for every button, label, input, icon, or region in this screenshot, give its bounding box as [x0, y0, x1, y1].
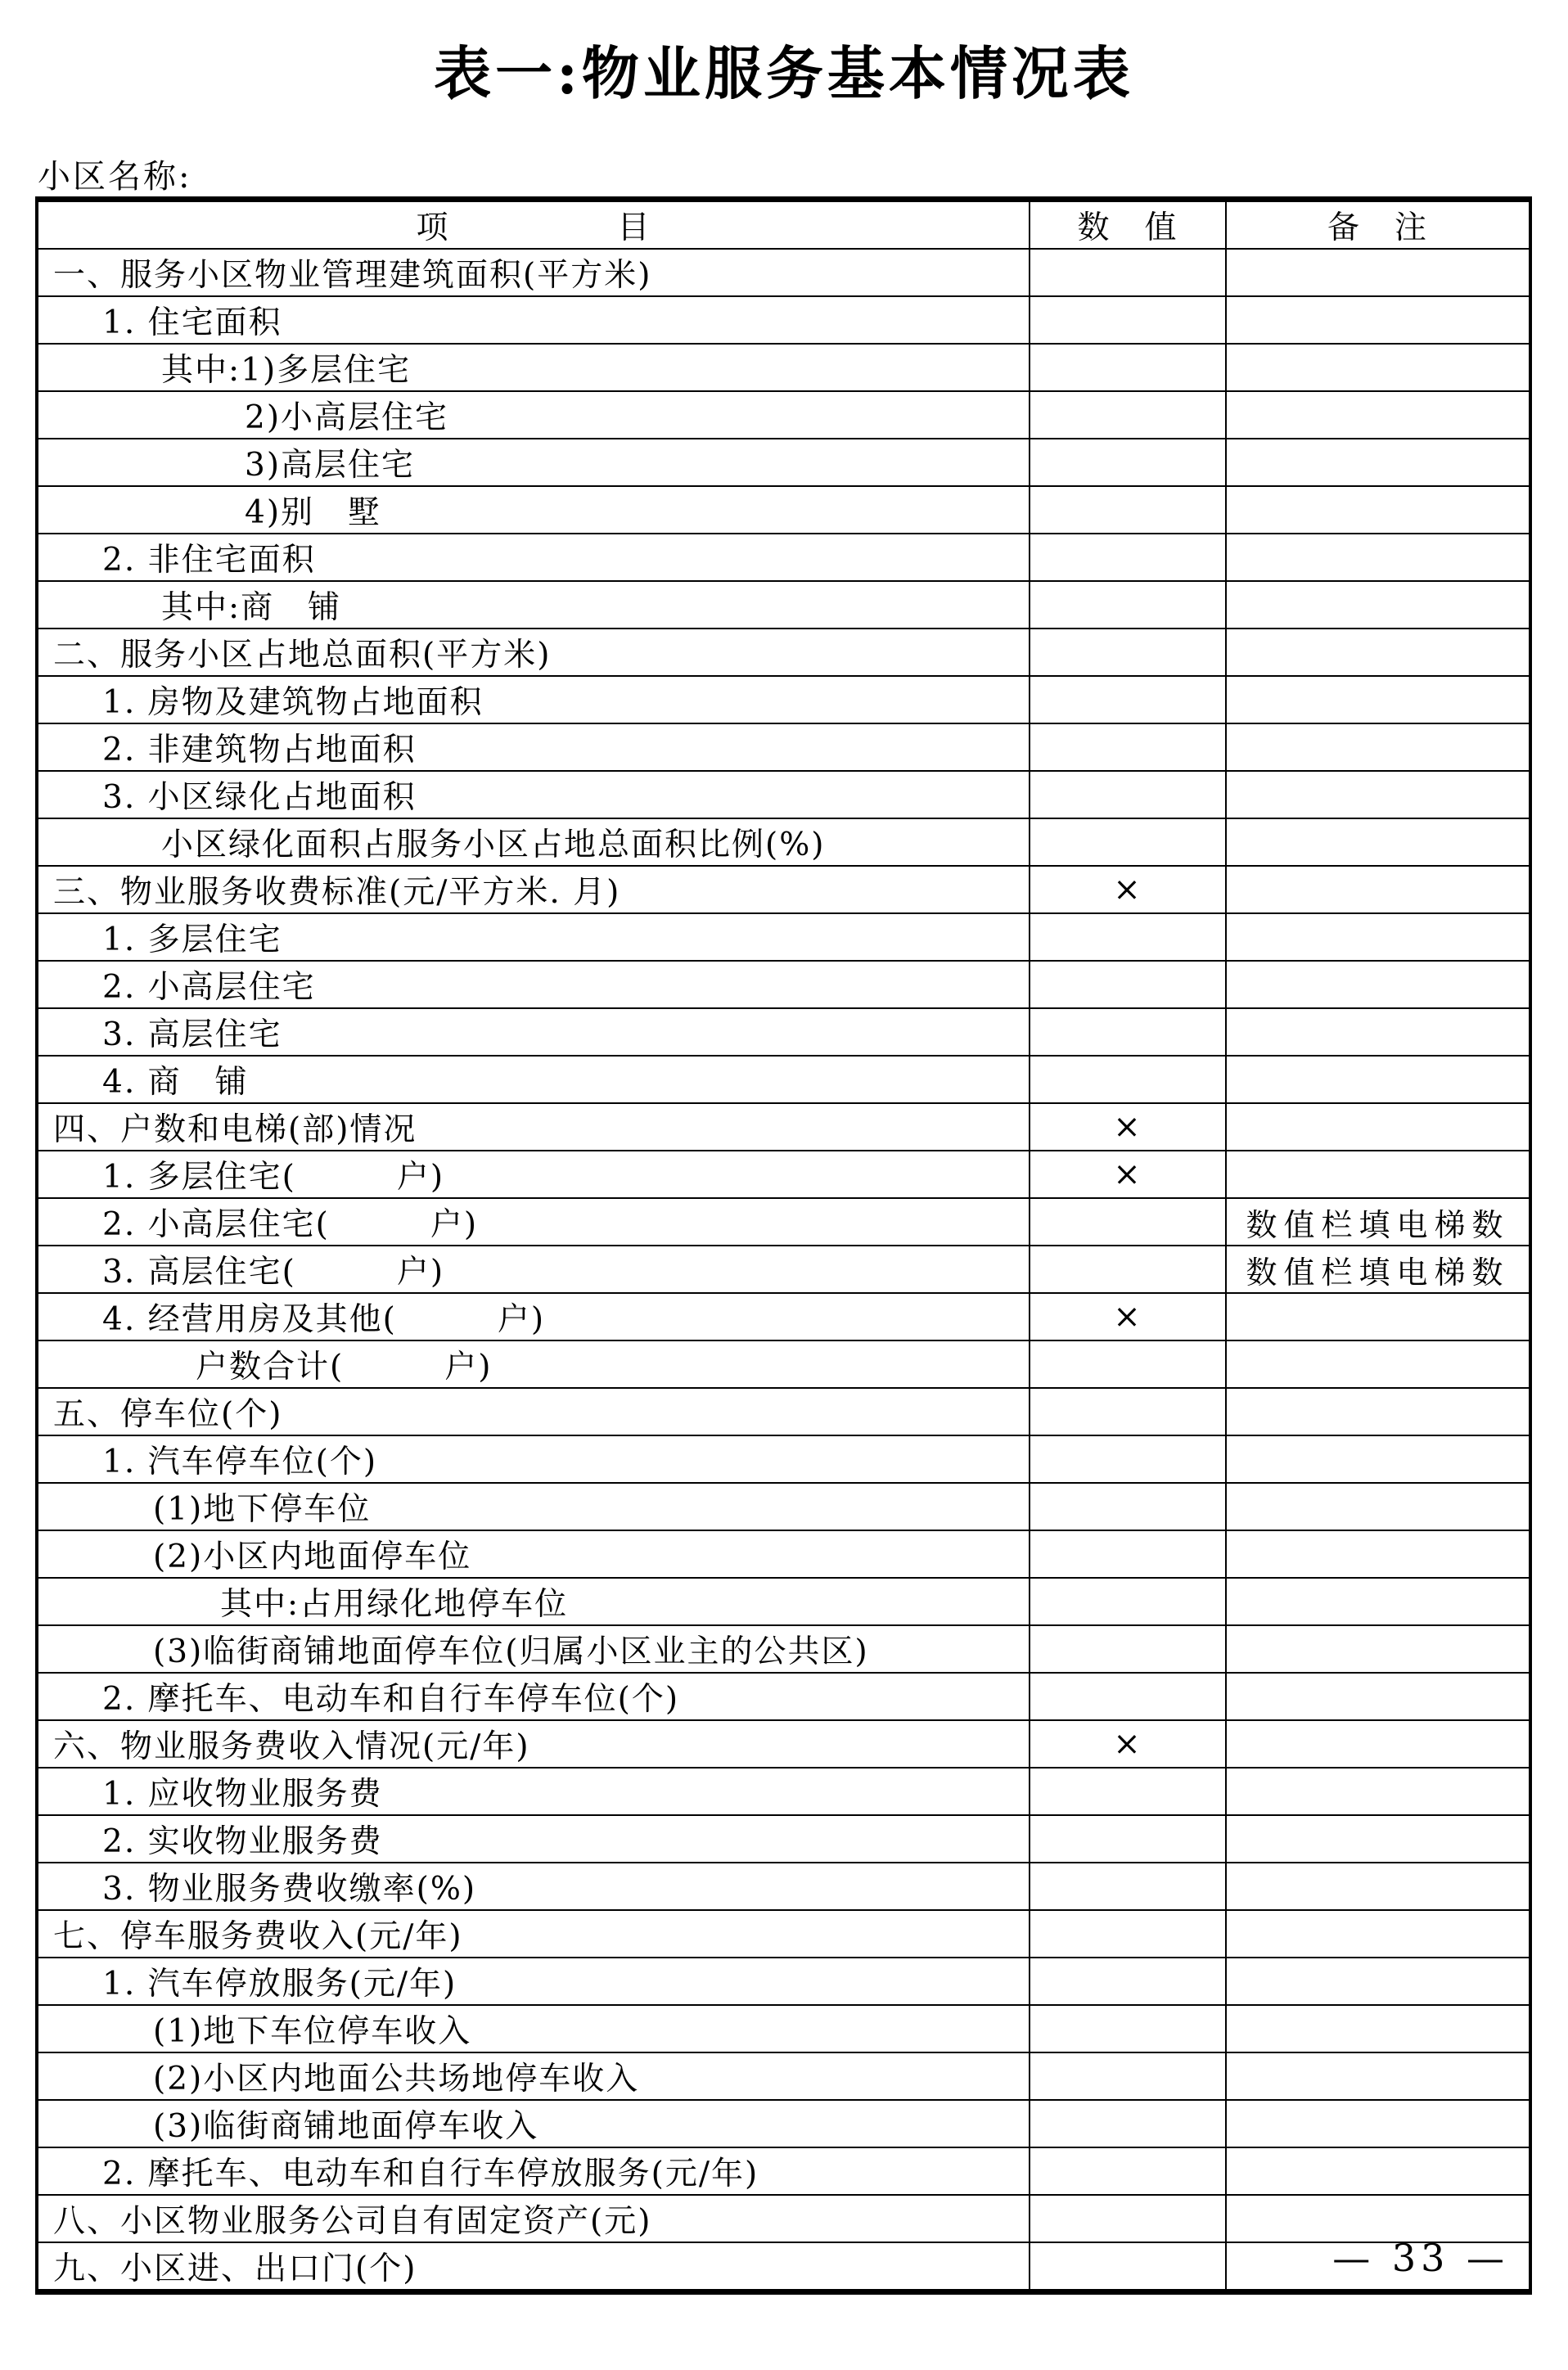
- value-cell: [1030, 1056, 1226, 1103]
- value-cell: [1030, 1910, 1226, 1958]
- note-cell: [1226, 723, 1530, 771]
- value-cell: [1030, 2100, 1226, 2147]
- value-cell: [1030, 2052, 1226, 2100]
- value-cell: [1030, 2005, 1226, 2052]
- table-row: [37, 486, 1530, 534]
- item-label: 2. 非建筑物占地面积: [102, 732, 417, 768]
- table-row: [37, 1720, 1530, 1768]
- table-row: [37, 581, 1530, 629]
- note-cell: [1226, 1673, 1530, 1720]
- note-cell: [1226, 818, 1530, 866]
- item-cell: [37, 486, 1030, 534]
- item-cell: [37, 1625, 1030, 1673]
- note-cell: [1226, 2100, 1530, 2147]
- value-cell: ×: [1030, 1103, 1226, 1151]
- table-row: [37, 1863, 1530, 1910]
- value-cell: ×: [1030, 1720, 1226, 1768]
- item-cell: [37, 2052, 1030, 2100]
- item-cell: [37, 818, 1030, 866]
- table-row: [37, 866, 1530, 913]
- item-cell: [37, 1008, 1030, 1056]
- note-cell: [1226, 581, 1530, 629]
- table-row: [37, 961, 1530, 1008]
- item-cell: [37, 581, 1030, 629]
- value-cell: [1030, 1768, 1226, 1815]
- note-cell: [1226, 1435, 1530, 1483]
- header-item: 项 目: [37, 200, 1030, 250]
- note-cell: [1226, 866, 1530, 913]
- note-cell: [1226, 1958, 1530, 2005]
- table-row: [37, 344, 1530, 391]
- item-cell: [37, 2100, 1030, 2147]
- value-cell: [1030, 344, 1226, 391]
- table-row: [37, 2005, 1530, 2052]
- item-label: 2. 摩托车、电动车和自行车停放服务(元/年): [102, 2156, 759, 2192]
- value-cell: [1030, 1340, 1226, 1388]
- table-row: [37, 1530, 1530, 1578]
- table-row: [37, 1293, 1530, 1340]
- value-cell: ×: [1030, 1293, 1226, 1340]
- item-label: 2. 小高层住宅( 户): [102, 1206, 479, 1243]
- note-cell: [1226, 2005, 1530, 2052]
- item-cell: [37, 391, 1030, 439]
- table-row: [37, 1246, 1530, 1293]
- item-label: 1. 汽车停车位(个): [102, 1444, 378, 1480]
- value-cell: [1030, 771, 1226, 818]
- item-label: 2. 实收物业服务费: [102, 1823, 383, 1860]
- value-cell: ×: [1030, 1151, 1226, 1198]
- item-label: 一、服务小区物业管理建筑面积(平方米): [53, 257, 652, 294]
- item-cell: [37, 1720, 1030, 1768]
- item-cell: [37, 2147, 1030, 2195]
- value-cell: [1030, 1625, 1226, 1673]
- item-cell: [37, 723, 1030, 771]
- note-cell: [1226, 676, 1530, 723]
- note-cell: [1226, 2052, 1530, 2100]
- table-row: [37, 296, 1530, 344]
- table-row: [37, 391, 1530, 439]
- item-label: 3. 物业服务费收缴率(%): [102, 1871, 477, 1908]
- item-label: (3)临街商铺地面停车收入: [153, 2108, 539, 2145]
- item-label: 2. 小高层住宅: [102, 969, 316, 1006]
- item-cell: [37, 1768, 1030, 1815]
- item-cell: [37, 1198, 1030, 1246]
- table-row: [37, 2052, 1530, 2100]
- note-cell: [1226, 1483, 1530, 1530]
- item-label: 4)别 墅: [245, 494, 382, 531]
- note-cell: [1226, 344, 1530, 391]
- table-row: [37, 1673, 1530, 1720]
- value-cell: [1030, 486, 1226, 534]
- value-cell: [1030, 1246, 1226, 1293]
- value-cell: [1030, 1435, 1226, 1483]
- value-cell: [1030, 1815, 1226, 1863]
- table-row: [37, 771, 1530, 818]
- value-cell: [1030, 1958, 1226, 2005]
- value-cell: [1030, 391, 1226, 439]
- note-cell: [1226, 486, 1530, 534]
- item-cell: [37, 2242, 1030, 2292]
- item-cell: [37, 344, 1030, 391]
- item-label: 小区绿化面积占服务小区占地总面积比例(%): [161, 827, 826, 863]
- item-cell: [37, 961, 1030, 1008]
- item-label: (2)小区内地面公共场地停车收入: [153, 2061, 640, 2097]
- item-label: 3)高层住宅: [245, 447, 416, 484]
- property-service-table: [35, 196, 1532, 2295]
- page-title: 表一:物业服务基本情况表: [434, 39, 1134, 107]
- note-cell: [1226, 1720, 1530, 1768]
- note-cell: [1226, 1578, 1530, 1625]
- table-row: [37, 723, 1530, 771]
- item-cell: [37, 1246, 1030, 1293]
- item-label: 其中:商 铺: [161, 589, 342, 626]
- note-cell: [1226, 1815, 1530, 1863]
- item-label: 其中:1)多层住宅: [161, 352, 412, 389]
- value-cell: [1030, 723, 1226, 771]
- item-cell: [37, 771, 1030, 818]
- item-label: 2)小高层住宅: [245, 399, 449, 436]
- item-cell: [37, 629, 1030, 676]
- note-cell: [1226, 1530, 1530, 1578]
- table-row: [37, 1340, 1530, 1388]
- item-label: 4. 经营用房及其他( 户): [102, 1301, 546, 1338]
- item-label: 二、服务小区占地总面积(平方米): [53, 637, 552, 674]
- value-cell: [1030, 581, 1226, 629]
- item-cell: [37, 1958, 1030, 2005]
- item-cell: [37, 1578, 1030, 1625]
- table-row: [37, 1198, 1530, 1246]
- value-cell: [1030, 1388, 1226, 1435]
- item-label: 六、物业服务费收入情况(元/年): [53, 1728, 530, 1765]
- value-cell: [1030, 439, 1226, 486]
- item-cell: [37, 1340, 1030, 1388]
- item-cell: [37, 534, 1030, 581]
- item-cell: [37, 866, 1030, 913]
- note-cell: [1226, 1910, 1530, 1958]
- value-cell: [1030, 676, 1226, 723]
- item-cell: [37, 676, 1030, 723]
- item-label: 九、小区进、出口门(个): [53, 2251, 417, 2287]
- item-cell: [37, 2005, 1030, 2052]
- table-row: [37, 2100, 1530, 2147]
- table-row: [37, 2242, 1530, 2292]
- header-value: 数 值: [1030, 200, 1226, 250]
- table-row: [37, 1910, 1530, 1958]
- item-label: (2)小区内地面停车位: [153, 1539, 472, 1575]
- item-label: 1. 住宅面积: [102, 304, 282, 341]
- page-number: — 33 —: [1332, 2236, 1509, 2280]
- item-label: 其中:占用绿化地停车位: [220, 1586, 569, 1623]
- value-cell: [1030, 818, 1226, 866]
- item-label: (3)临街商铺地面停车位(归属小区业主的公共区): [153, 1633, 869, 1670]
- item-cell: [37, 439, 1030, 486]
- item-cell: [37, 1293, 1030, 1340]
- table-row: [37, 913, 1530, 961]
- table-header-row: [37, 200, 1530, 250]
- table-row: [37, 1388, 1530, 1435]
- item-label: 3. 高层住宅( 户): [102, 1254, 445, 1291]
- table-row: [37, 676, 1530, 723]
- note-cell: [1226, 1293, 1530, 1340]
- table-row: [37, 1151, 1530, 1198]
- item-label: 七、停车服务费收入(元/年): [53, 1918, 463, 1955]
- note-cell: [1226, 913, 1530, 961]
- item-cell: [37, 1910, 1030, 1958]
- note-cell: [1226, 249, 1530, 296]
- item-label: 1. 多层住宅: [102, 921, 282, 958]
- value-cell: [1030, 1673, 1226, 1720]
- item-cell: [37, 1388, 1030, 1435]
- value-cell: [1030, 1578, 1226, 1625]
- item-cell: [37, 1483, 1030, 1530]
- item-label: 2. 非住宅面积: [102, 542, 316, 579]
- value-cell: [1030, 1008, 1226, 1056]
- table-row: [37, 1103, 1530, 1151]
- value-cell: [1030, 1198, 1226, 1246]
- table-row: [37, 1435, 1530, 1483]
- value-cell: [1030, 2195, 1226, 2242]
- item-cell: [37, 913, 1030, 961]
- value-cell: [1030, 296, 1226, 344]
- item-label: 1. 汽车停放服务(元/年): [102, 1966, 457, 2003]
- note-cell: [1226, 1388, 1530, 1435]
- table-row: [37, 1768, 1530, 1815]
- value-cell: [1030, 249, 1226, 296]
- note-cell: [1226, 1151, 1530, 1198]
- item-cell: [37, 1530, 1030, 1578]
- item-cell: [37, 249, 1030, 296]
- note-cell: [1226, 1103, 1530, 1151]
- note-cell: [1226, 296, 1530, 344]
- note-cell: [1226, 439, 1530, 486]
- item-label: 三、物业服务收费标准(元/平方米. 月): [53, 874, 621, 911]
- header-note: 备 注: [1226, 200, 1530, 250]
- table-row: [37, 1008, 1530, 1056]
- table-row: [37, 1056, 1530, 1103]
- value-cell: [1030, 629, 1226, 676]
- note-cell: [1226, 1008, 1530, 1056]
- table-row: [37, 1815, 1530, 1863]
- note-cell: [1226, 961, 1530, 1008]
- item-label: 3. 高层住宅: [102, 1016, 282, 1053]
- item-label: 四、户数和电梯(部)情况: [53, 1111, 417, 1148]
- table-row: [37, 1483, 1530, 1530]
- note-cell: [1226, 1625, 1530, 1673]
- note-cell: [1226, 629, 1530, 676]
- value-cell: [1030, 913, 1226, 961]
- item-label: 2. 摩托车、电动车和自行车停车位(个): [102, 1681, 680, 1718]
- note-cell: 数值栏填电梯数: [1226, 1246, 1530, 1293]
- table-row: [37, 534, 1530, 581]
- item-label: 1. 应收物业服务费: [102, 1776, 383, 1813]
- table-row: [37, 439, 1530, 486]
- table-row: [37, 1578, 1530, 1625]
- item-label: 八、小区物业服务公司自有固定资产(元): [53, 2203, 652, 2240]
- item-cell: [37, 1815, 1030, 1863]
- item-cell: [37, 1435, 1030, 1483]
- value-cell: [1030, 2147, 1226, 2195]
- note-cell: [1226, 2147, 1530, 2195]
- note-cell: [1226, 391, 1530, 439]
- community-name-label: 小区名称:: [38, 158, 192, 196]
- item-cell: [37, 1103, 1030, 1151]
- note-cell: [1226, 1056, 1530, 1103]
- value-cell: [1030, 1483, 1226, 1530]
- table-row: [37, 249, 1530, 296]
- value-cell: ×: [1030, 866, 1226, 913]
- item-cell: [37, 1056, 1030, 1103]
- item-cell: [37, 1673, 1030, 1720]
- value-cell: [1030, 1863, 1226, 1910]
- item-label: 1. 房物及建筑物占地面积: [102, 684, 484, 721]
- table-row: [37, 1958, 1530, 2005]
- note-cell: [1226, 534, 1530, 581]
- value-cell: [1030, 534, 1226, 581]
- note-cell: [1226, 1863, 1530, 1910]
- item-label: 4. 商 铺: [102, 1064, 249, 1101]
- table-body: [37, 249, 1530, 2292]
- value-cell: [1030, 2242, 1226, 2292]
- item-label: (1)地下车位停车收入: [153, 2013, 472, 2050]
- table-row: [37, 2195, 1530, 2242]
- note-cell: [1226, 1340, 1530, 1388]
- item-cell: [37, 1863, 1030, 1910]
- item-cell: [37, 296, 1030, 344]
- item-cell: [37, 2195, 1030, 2242]
- table-row: [37, 629, 1530, 676]
- table-row: [37, 2147, 1530, 2195]
- item-label: (1)地下停车位: [153, 1491, 372, 1528]
- note-cell: [1226, 1768, 1530, 1815]
- item-label: 五、停车位(个): [53, 1396, 283, 1433]
- note-cell: [1226, 771, 1530, 818]
- item-label: 1. 多层住宅( 户): [102, 1159, 445, 1196]
- note-cell: 数值栏填电梯数: [1226, 1198, 1530, 1246]
- item-label: 3. 小区绿化占地面积: [102, 779, 417, 816]
- value-cell: [1030, 961, 1226, 1008]
- value-cell: [1030, 1530, 1226, 1578]
- table-row: [37, 818, 1530, 866]
- item-cell: [37, 1151, 1030, 1198]
- item-label: 户数合计( 户): [196, 1349, 493, 1386]
- table-row: [37, 1625, 1530, 1673]
